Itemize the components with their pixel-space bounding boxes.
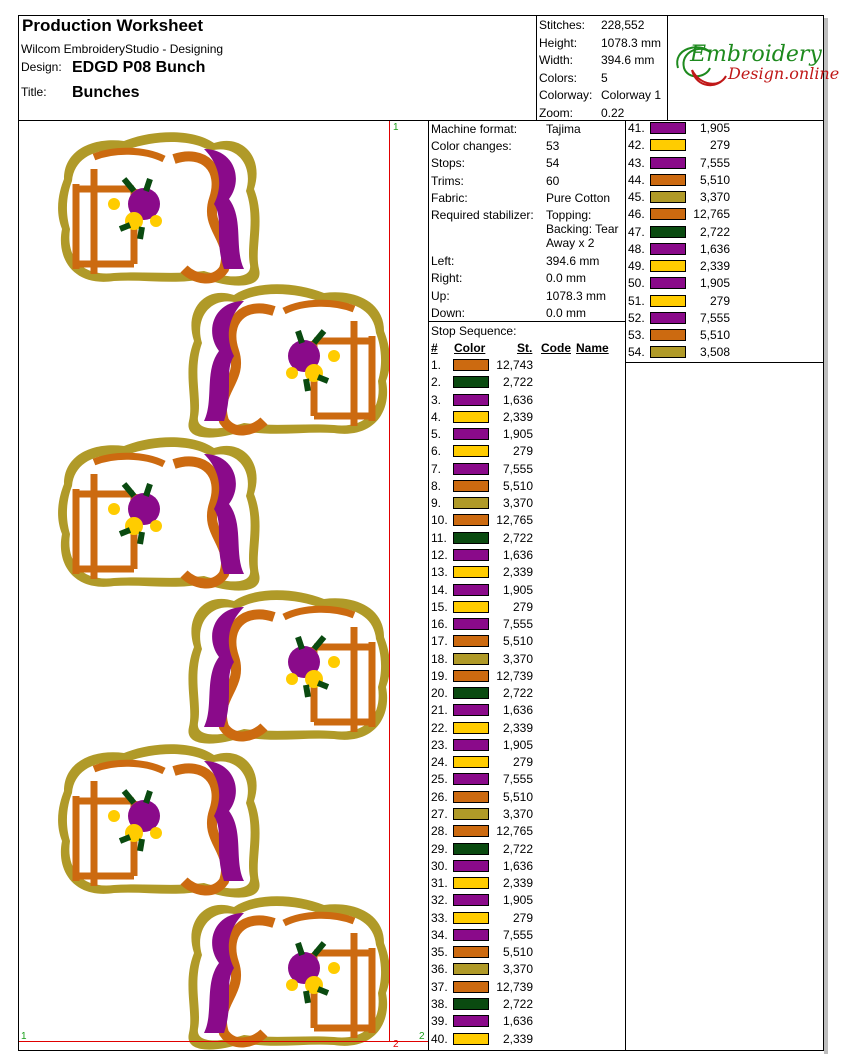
stop-number: 33. [431, 910, 448, 925]
stop-number: 44. [628, 172, 645, 187]
motif-bud [150, 215, 162, 227]
stop-stitch-count: 2,722 [502, 686, 533, 701]
stop-number: 46. [628, 207, 645, 222]
header-col-divider-1 [536, 15, 537, 120]
stop-number: 47. [628, 224, 645, 239]
stop-stitch-count: 279 [512, 599, 533, 614]
stop-number: 5. [431, 427, 442, 442]
stop-number: 12. [431, 547, 448, 562]
stop-stitch-count: 1,636 [502, 858, 533, 873]
stop-number: 54. [628, 345, 645, 360]
design-label: Design: [21, 60, 62, 74]
extent-label: Right: [431, 271, 463, 286]
logo-line1: Embroidery [690, 42, 822, 67]
extent-label: Up: [431, 288, 450, 303]
stop-color-swatch [453, 981, 489, 993]
stop-number: 49. [628, 259, 645, 273]
stop-number: 18. [431, 651, 448, 666]
motif-bud [108, 810, 120, 822]
stop-number: 21. [431, 703, 448, 718]
motif-bud [286, 673, 298, 685]
stop-number: 48. [628, 241, 645, 256]
stop-number: 23. [431, 737, 448, 752]
stop-color-swatch [453, 584, 489, 596]
stop-color-swatch [453, 463, 489, 475]
page-shadow [824, 18, 828, 1054]
stop-stitch-count: 2,722 [502, 530, 533, 545]
stat-label: Zoom: [539, 105, 574, 120]
motif-bud [150, 520, 162, 532]
embroidery-motif [188, 590, 389, 743]
stop-stitch-count: 1,905 [699, 121, 730, 135]
stop-number: 16. [431, 617, 448, 632]
stop-number: 20. [431, 686, 448, 701]
stop-color-swatch [453, 894, 489, 906]
machine-value: 54 [546, 156, 560, 171]
stop-stitch-count: 1,905 [502, 582, 533, 597]
col-header-num: # [431, 341, 438, 355]
stop-color-swatch [453, 773, 489, 785]
stop-color-swatch [453, 825, 489, 837]
stat-label: Colors: [539, 70, 578, 85]
motif-bud [286, 979, 298, 991]
extent-label: Left: [431, 254, 455, 268]
stop-color-swatch [453, 514, 489, 526]
embroidery-motif [58, 437, 259, 590]
stop-color-swatch [453, 791, 489, 803]
stop-number: 40. [431, 1031, 448, 1046]
embroidery-motif [188, 896, 389, 1049]
stop-stitch-count: 1,636 [699, 241, 730, 256]
stop-color-swatch [453, 359, 489, 371]
stop-stitch-count: 3,370 [699, 190, 730, 204]
extent-label: Down: [431, 305, 466, 320]
stop-color-swatch [453, 411, 489, 423]
stop-color-swatch [650, 122, 686, 134]
stop-number: 9. [431, 496, 442, 511]
stat-label: Height: [539, 35, 578, 50]
stat-value: 5 [601, 70, 608, 85]
machine-label: Machine format: [431, 122, 518, 136]
motif-bud [328, 962, 340, 974]
stop-stitch-count: 3,370 [502, 496, 533, 511]
stop-color-swatch [453, 722, 489, 734]
machine-label: Fabric: [431, 190, 468, 205]
stop-number: 35. [431, 945, 448, 960]
preview-bottom-guide [19, 1041, 428, 1042]
stop-number: 22. [431, 720, 448, 735]
stop-number: 4. [431, 409, 442, 424]
stop-stitch-count: 279 [709, 293, 730, 308]
stop-stitch-count: 5,510 [502, 945, 533, 960]
stop-number: 25. [431, 772, 448, 787]
stat-value: 228,552 [601, 18, 645, 32]
stop-number: 50. [628, 276, 645, 291]
stop-color-swatch [453, 376, 489, 388]
stop-color-swatch [453, 877, 489, 889]
stop-color-swatch [453, 394, 489, 406]
embroidery-motif [58, 132, 259, 285]
stop-number: 27. [431, 807, 448, 822]
stop-stitch-count: 7,555 [502, 617, 533, 632]
stop-stitch-count: 279 [512, 444, 533, 459]
stop-stitch-count: 1,636 [502, 703, 533, 718]
stop-stitch-count: 3,370 [502, 962, 533, 977]
stop-color-swatch [650, 312, 686, 324]
stat-value: Colorway 1 [601, 88, 662, 102]
stop-color-swatch [453, 601, 489, 613]
stop-color-swatch [453, 946, 489, 958]
design-preview [19, 121, 428, 1050]
motif-bud [108, 503, 120, 515]
software-name: Wilcom EmbroideryStudio - Designing [21, 42, 224, 56]
stop-color-swatch [650, 191, 686, 203]
stop-color-swatch [650, 277, 686, 289]
stat-label: Colorway: [539, 88, 593, 102]
stop-color-swatch [453, 929, 489, 941]
stop-color-swatch [453, 445, 489, 457]
stop-color-swatch [650, 174, 686, 186]
col-header-code: Code [541, 341, 571, 355]
stop-stitch-count: 7,555 [699, 310, 730, 325]
stop-stitch-count: 12,765 [693, 207, 730, 222]
stop-color-swatch [453, 998, 489, 1010]
stop-stitch-count: 2,339 [502, 1031, 533, 1046]
stop-number: 43. [628, 155, 645, 170]
stop-stitch-count: 7,555 [502, 927, 533, 942]
stop-stitch-count: 1,636 [502, 547, 533, 562]
machine-value: 60 [546, 173, 560, 188]
stop-color-swatch [650, 139, 686, 151]
stop-number: 52. [628, 310, 645, 325]
stop-color-swatch [650, 346, 686, 358]
stop-stitch-count: 2,339 [502, 720, 533, 735]
stop-number: 14. [431, 582, 448, 597]
stop-number: 17. [431, 634, 448, 649]
col-header-color: Color [454, 341, 486, 355]
stop-stitch-count: 2,339 [502, 876, 533, 891]
stop-stitch-count: 279 [512, 910, 533, 925]
stop-number: 24. [431, 755, 448, 770]
motif-bud [150, 827, 162, 839]
design-value: EDGD P08 Bunch [72, 59, 206, 76]
stop-stitch-count: 5,510 [502, 478, 533, 493]
right-col-end [625, 362, 824, 363]
stop-number: 2. [431, 375, 442, 390]
extent-value: 1078.3 mm [546, 288, 607, 303]
machine-value: Topping: [546, 208, 592, 222]
right-col-divider [625, 120, 626, 1051]
stop-stitch-count: 12,765 [496, 824, 533, 839]
stabilizer-line: Away x 2 [546, 236, 595, 250]
stop-number: 51. [628, 293, 645, 308]
machine-label: Trims: [431, 173, 464, 188]
stop-sequence-label: Stop Sequence: [431, 324, 517, 338]
stop-color-swatch [650, 208, 686, 220]
stop-color-swatch [453, 704, 489, 716]
brand-logo [670, 38, 840, 94]
stop-stitch-count: 7,555 [502, 772, 533, 787]
stat-label: Width: [539, 53, 574, 67]
col-header-name: Name [576, 341, 609, 355]
stop-color-swatch [453, 618, 489, 630]
stop-color-swatch [453, 756, 489, 768]
stop-stitch-count: 2,339 [502, 409, 533, 424]
stop-stitch-count: 1,636 [502, 1014, 533, 1029]
stop-number: 7. [431, 461, 442, 476]
stop-stitch-count: 5,510 [502, 634, 533, 649]
machine-value: Pure Cotton [546, 190, 611, 205]
stop-stitch-count: 2,722 [502, 996, 533, 1011]
stop-stitch-count: 279 [709, 138, 730, 153]
stop-stitch-count: 12,743 [496, 358, 533, 372]
stop-number: 26. [431, 789, 448, 804]
stat-value: 0.22 [601, 105, 625, 120]
stop-stitch-count: 2,722 [502, 841, 533, 856]
stop-color-swatch [650, 329, 686, 341]
stop-color-swatch [453, 670, 489, 682]
stop-number: 30. [431, 858, 448, 873]
stop-number: 28. [431, 824, 448, 839]
stop-stitch-count: 5,510 [699, 172, 730, 187]
stop-stitch-count: 2,722 [699, 224, 730, 239]
stop-color-swatch [453, 653, 489, 665]
page-marker-top: 1 [393, 122, 399, 133]
stop-stitch-count: 7,555 [502, 461, 533, 476]
machine-label: Required stabilizer: [431, 208, 534, 222]
embroidery-motif [188, 284, 389, 437]
stop-color-swatch [453, 963, 489, 975]
stop-number: 45. [628, 190, 645, 204]
stop-color-swatch [453, 497, 489, 509]
preview-right-guide [389, 121, 390, 1041]
stop-number: 42. [628, 138, 645, 153]
stop-number: 10. [431, 513, 448, 528]
embroidery-motif [58, 744, 259, 897]
worksheet-title: Production Worksheet [22, 16, 204, 35]
middle-col-divider [428, 120, 429, 1051]
stop-stitch-count: 12,739 [496, 668, 533, 683]
stop-number: 1. [431, 358, 442, 372]
stop-number: 53. [628, 328, 645, 342]
stop-stitch-count: 2,339 [699, 259, 730, 273]
title-label: Title: [21, 85, 47, 99]
stop-color-swatch [453, 635, 489, 647]
stop-stitch-count: 5,510 [699, 328, 730, 342]
stop-stitch-count: 7,555 [699, 155, 730, 170]
stop-color-swatch [650, 243, 686, 255]
motif-bud [286, 367, 298, 379]
stop-color-swatch [453, 480, 489, 492]
extent-value: 0.0 mm [546, 271, 587, 286]
extent-value: 394.6 mm [546, 254, 600, 268]
machine-value: 53 [546, 139, 560, 154]
stat-value: 394.6 mm [601, 53, 655, 67]
stop-seq-divider [428, 321, 625, 322]
stop-number: 32. [431, 893, 448, 908]
stop-number: 38. [431, 996, 448, 1011]
stop-color-swatch [453, 739, 489, 751]
stop-stitch-count: 12,765 [496, 513, 533, 528]
stop-color-swatch [650, 295, 686, 307]
stop-stitch-count: 1,905 [502, 427, 533, 442]
stop-stitch-count: 279 [512, 755, 533, 770]
logo-line2: Design.online [728, 64, 840, 83]
stat-label: Stitches: [539, 18, 586, 32]
stat-value: 1078.3 mm [601, 35, 662, 50]
stop-stitch-count: 1,905 [502, 737, 533, 752]
stop-number: 6. [431, 444, 442, 459]
stop-color-swatch [453, 549, 489, 561]
motif-bud [328, 656, 340, 668]
motif-bud [328, 350, 340, 362]
stop-color-swatch [453, 532, 489, 544]
stop-stitch-count: 5,510 [502, 789, 533, 804]
stop-stitch-count: 3,508 [699, 345, 730, 360]
stop-number: 19. [431, 668, 448, 683]
stop-stitch-count: 2,722 [502, 375, 533, 390]
header-col-divider-2 [667, 15, 668, 120]
stop-number: 8. [431, 478, 442, 493]
stop-color-swatch [453, 428, 489, 440]
stop-stitch-count: 1,905 [502, 893, 533, 908]
stop-number: 41. [628, 121, 645, 135]
title-value: Bunches [72, 84, 140, 101]
stop-color-swatch [453, 566, 489, 578]
stop-number: 3. [431, 392, 442, 407]
stop-color-swatch [650, 226, 686, 238]
stop-color-swatch [453, 1033, 489, 1045]
stop-number: 29. [431, 841, 448, 856]
col-header-stitches: St. [517, 341, 533, 355]
stop-color-swatch [453, 808, 489, 820]
stop-number: 13. [431, 565, 448, 580]
stop-number: 11. [431, 530, 447, 545]
page-marker-bottom-left: 1 [21, 1031, 27, 1042]
stop-color-swatch [453, 687, 489, 699]
stop-color-swatch [650, 157, 686, 169]
stop-number: 39. [431, 1014, 448, 1029]
stop-color-swatch [453, 860, 489, 872]
stop-stitch-count: 12,739 [496, 979, 533, 994]
machine-label: Color changes: [431, 139, 512, 154]
stop-stitch-count: 1,636 [502, 392, 533, 407]
stabilizer-line: Backing: Tear [546, 222, 619, 236]
machine-label: Stops: [431, 156, 466, 171]
stop-color-swatch [453, 912, 489, 924]
stop-stitch-count: 3,370 [502, 651, 533, 666]
stop-stitch-count: 2,339 [502, 565, 533, 580]
page-marker-bottom-right: 2 [419, 1031, 425, 1042]
extent-value: 0.0 mm [546, 305, 587, 320]
stop-color-swatch [453, 1015, 489, 1027]
stop-color-swatch [453, 843, 489, 855]
embroidery-preview-image [19, 121, 428, 1050]
stop-number: 15. [431, 599, 448, 614]
stop-stitch-count: 1,905 [699, 276, 730, 291]
page-marker-bottom-mid: 2 [393, 1039, 399, 1050]
stop-number: 34. [431, 927, 448, 942]
stop-color-swatch [650, 260, 686, 272]
stop-number: 37. [431, 979, 448, 994]
stop-number: 31. [431, 876, 448, 891]
stop-number: 36. [431, 962, 448, 977]
machine-value: Tajima [546, 122, 581, 136]
motif-bud [108, 198, 120, 210]
stop-stitch-count: 3,370 [502, 807, 533, 822]
